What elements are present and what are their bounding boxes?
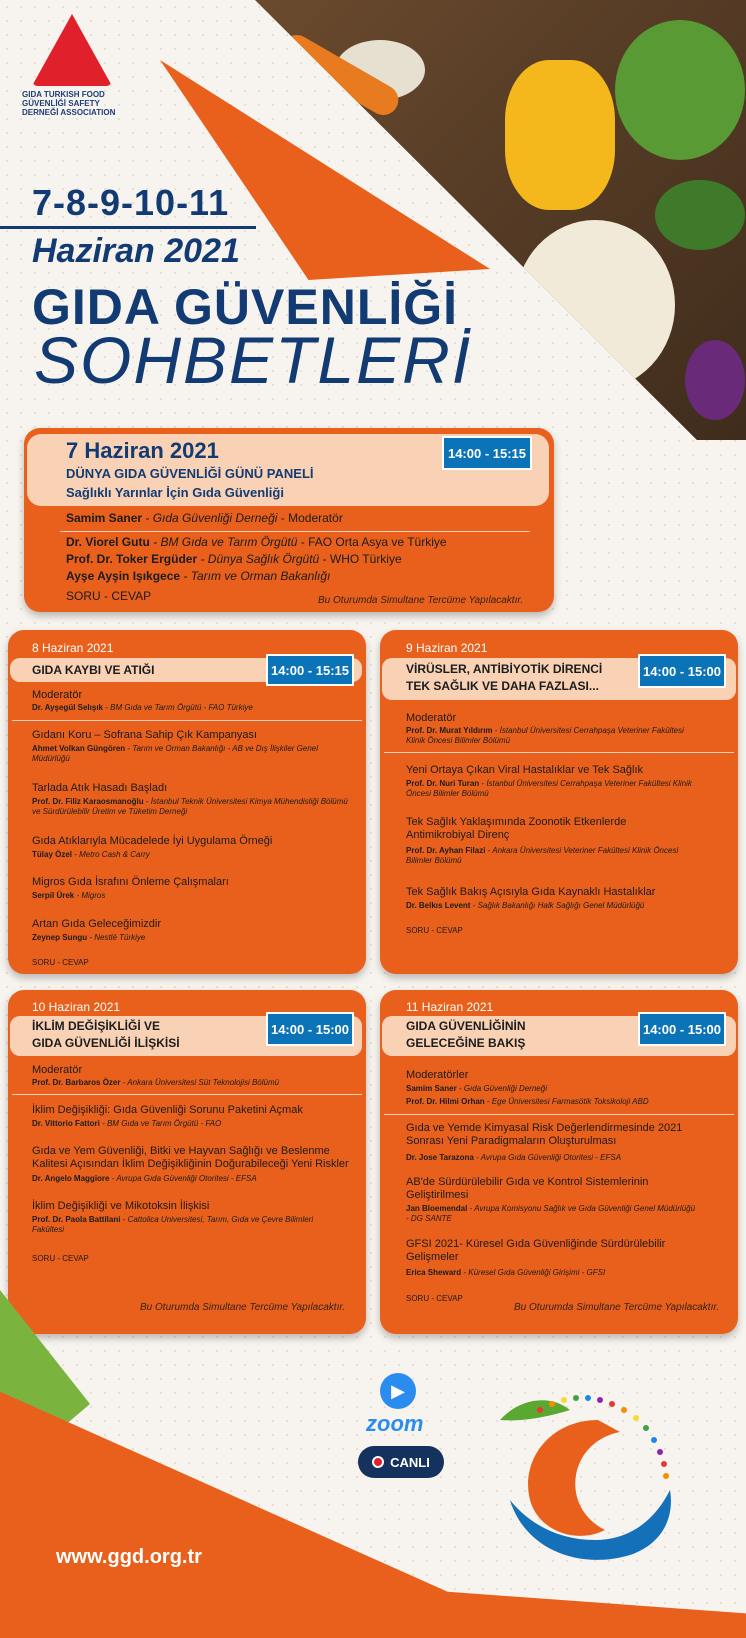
day5-qa: SORU - CEVAP — [406, 1294, 463, 1303]
day4-talk3-speaker: Prof. Dr. Paola Battilani - Cattolica Universitesi, Tarım, Gıda ve Çevre Bilimleri Fakültesi — [32, 1215, 314, 1234]
day4-time-badge: 14:00 - 15:00 — [266, 1012, 354, 1046]
day3-divider — [384, 752, 734, 753]
day1-heading1: DÜNYA GIDA GÜVENLİĞİ GÜNÜ PANELİ — [66, 466, 314, 481]
day4-talk1-speaker: Dr. Vittorio Fattori - BM Gıda ve Tarım Örgütü - FAO — [32, 1119, 222, 1128]
day4-talk3-title: İklim Değişikliği ve Mikotoksin İlişkisi — [32, 1200, 210, 1212]
day2-talk1-speaker: Ahmet Volkan Güngören - Tarım ve Orman Bakanlığı - AB ve Dış İlişkiler Genel Müdürlüğü — [32, 744, 319, 763]
day5-heading2: GELECEĞİNE BAKIŞ — [406, 1036, 526, 1050]
day5-talk3-speaker: Erica Sheward - Küresel Gıda Güvenliği Girişimi - GFSI — [406, 1268, 606, 1277]
day3-mod-label: Moderatör — [406, 712, 457, 724]
day3-heading1: VİRÜSLER, ANTİBİYOTİK DİRENCİ — [406, 662, 603, 676]
day3-time-badge: 14:00 - 15:00 — [638, 654, 726, 688]
zoom-camera-icon[interactable]: ▶ — [380, 1373, 416, 1409]
day2-time-badge: 14:00 - 15:15 — [266, 654, 354, 686]
day4-talk1-title: İklim Değişikliği: Gıda Güvenliği Sorunu Paketini Açmak — [32, 1104, 303, 1116]
website-link[interactable]: www.ggd.org.tr — [56, 1546, 202, 1568]
day3-talk2-speaker: Prof. Dr. Ayhan Filazi - Ankara Üniversitesi Veteriner Fakültesi Klinik Öncesi Bilimler Bölümü — [406, 846, 679, 865]
logo-triangle-icon — [32, 14, 112, 86]
day1-speaker1: Dr. Viorel Gutu - BM Gıda ve Tarım Örgütü - FAO Orta Asya ve Türkiye — [66, 535, 447, 549]
day2-talk5-speaker: Zeynep Sungu - Nestlé Türkiye — [32, 933, 146, 942]
day2-talk3-speaker: Tülay Özel - Metro Cash & Carry — [32, 850, 150, 859]
day2-talk5-title: Artan Gıda Geleceğimizdir — [32, 918, 161, 930]
event-subtitle: SOHBETLERİ — [34, 323, 473, 397]
day4-talk2-title: Gıda ve Yem Güvenliği, Bitki ve Hayvan Sağlığı ve Beslenme Kalitesi Açısından İklim Değişikliğinin Doğurabileceği Yeni Riskler — [32, 1145, 349, 1170]
event-month: Haziran 2021 — [32, 232, 240, 270]
day4-moderator: Prof. Dr. Barbaros Özer - Ankara Üniversitesi Süt Teknolojisi Bölümü — [32, 1078, 280, 1087]
live-label: CANLI — [390, 1454, 430, 1470]
ggd-logo — [14, 14, 124, 124]
day2-talk3-title: Gıda Atıklarıyla Mücadelede İyi Uygulama Örneği — [32, 835, 273, 847]
day3-talk2-title: Tek Sağlık Yaklaşımında Zoonotik Etkenlerde Antimikrobiyal Direnç — [406, 816, 627, 841]
day4-heading1: İKLİM DEĞİŞİKLİĞİ VE — [32, 1019, 161, 1033]
day5-heading1: GIDA GÜVENLİĞİNİN — [406, 1019, 526, 1033]
zoom-logo-text[interactable]: zoom — [366, 1411, 424, 1436]
day1-moderator: Samim Saner - Gıda Güvenliği Derneği - Moderatör — [66, 511, 343, 525]
day2-qa: SORU - CEVAP — [32, 958, 89, 967]
day1-date: 7 Haziran 2021 — [66, 438, 219, 463]
day1-translation-note: Bu Oturumda Simultane Tercüme Yapılacaktır. — [318, 595, 524, 606]
day5-time-badge: 14:00 - 15:00 — [638, 1012, 726, 1046]
day3-talk3-speaker: Dr. Belkıs Levent - Sağlık Bakanlığı Halk Sağlığı Genel Müdürlüğü — [406, 901, 645, 910]
day3-qa: SORU - CEVAP — [406, 926, 463, 935]
day4-heading2: GIDA GÜVENLİĞİ İLİŞKİSİ — [32, 1036, 180, 1050]
day2-talk4-title: Migros Gıda İsrafını Önleme Çalışmaları — [32, 876, 229, 888]
day4-date: 10 Haziran 2021 — [32, 1000, 121, 1014]
day2-talk4-speaker: Serpil Ürek - Migros — [32, 891, 106, 900]
world-food-safety-logo — [480, 1380, 700, 1580]
title-divider — [0, 226, 256, 229]
day2-talk1-title: Gıdanı Koru – Sofrana Sahip Çık Kampanyası — [32, 729, 258, 741]
day5-divider — [384, 1114, 734, 1115]
day2-mod-label: Moderatör — [32, 689, 83, 701]
day1-heading2: Sağlıklı Yarınlar İçin Gıda Güvenliği — [66, 485, 284, 500]
day3-moderator: Prof. Dr. Murat Yıldırım - İstanbul Üniversitesi Cerrahpaşa Veteriner Fakültesi Klinik Öncesi Bilimler Bölümü — [406, 726, 684, 745]
day2-heading: GIDA KAYBI VE ATIĞI — [32, 663, 155, 677]
day4-mod-label: Moderatör — [32, 1064, 83, 1076]
day1-time-badge: 14:00 - 15:15 — [442, 436, 532, 470]
day1-divider — [60, 531, 530, 532]
day2-date: 8 Haziran 2021 — [32, 641, 114, 655]
day3-date: 9 Haziran 2021 — [406, 641, 488, 655]
day4-talk2-speaker: Dr. Angelo Maggiore - Avrupa Gıda Güvenliği Otoritesi - EFSA — [32, 1174, 257, 1183]
day1-speaker3: Ayşe Ayşin Işıkgece - Tarım ve Orman Bakanlığı — [66, 569, 331, 583]
day4-divider — [12, 1094, 362, 1095]
day5-moderator2: Prof. Dr. Hilmi Orhan - Ege Üniversitesi Farmasötik Toksikoloji ABD — [406, 1097, 649, 1106]
day4-qa: SORU - CEVAP — [32, 1254, 89, 1263]
live-dot-icon — [372, 1456, 384, 1468]
event-title: GIDA GÜVENLİĞİ — [32, 279, 459, 335]
food-safety-hands-icon — [480, 1380, 700, 1580]
day5-talk2-title: AB'de Sürdürülebilir Gıda ve Kontrol Sistemlerinin Geliştirilmesi — [406, 1176, 649, 1201]
event-dates: 7-8-9-10-11 — [32, 182, 230, 223]
day5-talk1-title: Gıda ve Yemde Kimyasal Risk Değerlendirmesinde 2021 Sonrası Yeni Paradigmaların Oluşturulması — [406, 1122, 683, 1147]
day4-translation-note: Bu Oturumda Simultane Tercüme Yapılacaktır. — [140, 1302, 346, 1313]
day2-moderator: Dr. Ayşegül Selışık - BM Gıda ve Tarım Örgütü - FAO Türkiye — [32, 703, 253, 712]
day2-divider — [12, 720, 362, 721]
day5-mod-label: Moderatörler — [406, 1069, 469, 1081]
day3-talk1-speaker: Prof. Dr. Nuri Turan - İstanbul Üniversitesi Cerrahpaşa Veteriner Fakültesi Klinik Öncesi Bilimler Bölümü — [406, 779, 692, 798]
day3-talk3-title: Tek Sağlık Bakış Açısıyla Gıda Kaynaklı Hastalıklar — [406, 886, 656, 898]
day1-speaker2: Prof. Dr. Toker Ergüder - Dünya Sağlık Örgütü - WHO Türkiye — [66, 552, 402, 566]
day5-talk2-speaker: Jan Bloemendal - Avrupa Komisyonu Sağlık ve Gıda Güvenliği Genel Müdürlüğü - DG SANTE — [406, 1204, 696, 1223]
day3-talk1-title: Yeni Ortaya Çıkan Viral Hastalıklar ve Tek Sağlık — [406, 764, 644, 776]
logo-text: GIDA TURKISH FOOD GÜVENLİĞİ SAFETY DERNEĞİ ASSOCIATION — [22, 90, 116, 117]
live-button[interactable] — [358, 1446, 444, 1478]
day5-moderator1: Samim Saner - Gıda Güvenliği Derneği — [406, 1084, 547, 1093]
day1-qa: SORU - CEVAP — [66, 589, 152, 603]
day2-talk2-title: Tarlada Atık Hasadı Başladı — [32, 782, 168, 794]
day3-heading2: TEK SAĞLIK VE DAHA FAZLASI... — [406, 679, 599, 693]
day5-translation-note: Bu Oturumda Simultane Tercüme Yapılacaktır. — [514, 1302, 720, 1313]
day5-talk3-title: GFSI 2021- Küresel Gıda Güvenliğinde Sürdürülebilir Gelişmeler — [406, 1238, 666, 1263]
day5-talk1-speaker: Dr. Jose Tarazona - Avrupa Gıda Güvenliği Otoritesi - EFSA — [406, 1153, 622, 1162]
day5-date: 11 Haziran 2021 — [406, 1000, 494, 1014]
day2-talk2-speaker: Prof. Dr. Filiz Karaosmanoğlu - İstanbul Teknik Üniversitesi Kimya Mühendisliği Bölümü ve Sürdürülebilir Üretim ve Tüketim Derneği — [32, 797, 348, 816]
